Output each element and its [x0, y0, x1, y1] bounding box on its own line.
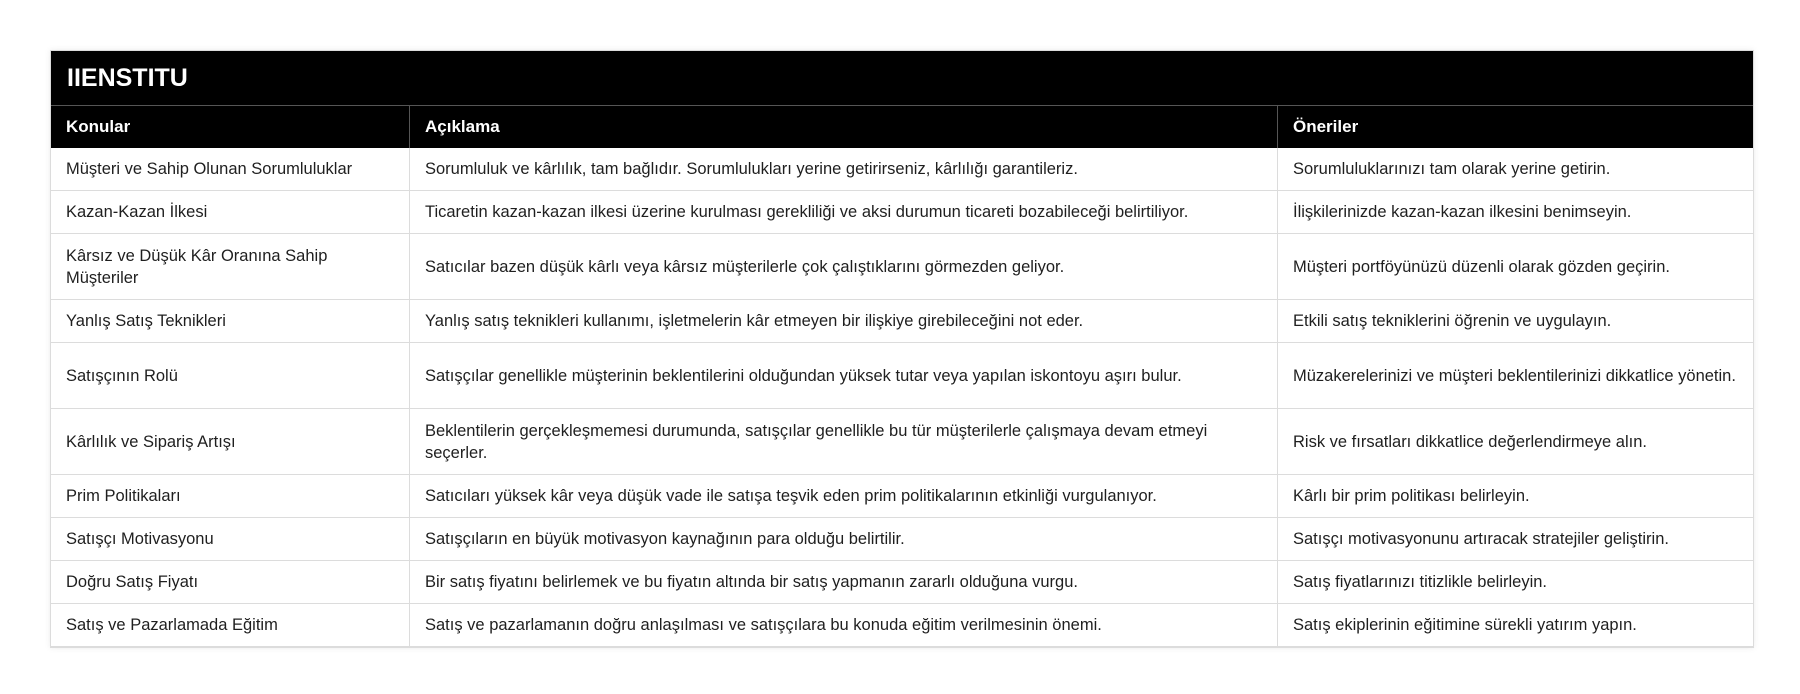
- suggestion-cell: Satış fiyatlarınızı titizlikle belirleyin.: [1278, 561, 1754, 604]
- table-row: [51, 191, 1753, 234]
- description-cell: Satışçıların en büyük motivasyon kaynağının para olduğu belirtilir.: [410, 518, 1278, 561]
- topic-cell: Satış ve Pazarlamada Eğitim: [51, 604, 410, 647]
- description-cell: Beklentilerin gerçekleşmemesi durumunda, satışçılar genellikle bu tür müşterilerle çalışmaya devam etmeyi seçerler.: [410, 409, 1278, 475]
- table-row: [51, 561, 1753, 604]
- column-header-konular: Konular: [51, 106, 410, 148]
- suggestion-cell: Sorumluluklarınızı tam olarak yerine getirin.: [1278, 148, 1754, 191]
- description-cell: Satış ve pazarlamanın doğru anlaşılması ve satışçılara bu konuda eğitim verilmesinin önemi.: [410, 604, 1278, 647]
- topic-cell: Müşteri ve Sahip Olunan Sorumluluklar: [51, 148, 410, 191]
- description-cell: Ticaretin kazan-kazan ilkesi üzerine kurulması gerekliliği ve aksi durumun ticareti bozabileceği belirtiliyor.: [410, 191, 1278, 234]
- table-row: [51, 409, 1753, 475]
- topic-cell: Prim Politikaları: [51, 475, 410, 518]
- suggestion-cell: Risk ve fırsatları dikkatlice değerlendirmeye alın.: [1278, 409, 1754, 475]
- suggestion-cell: Müşteri portföyünüzü düzenli olarak gözden geçirin.: [1278, 234, 1754, 300]
- topic-cell: Kazan-Kazan İlkesi: [51, 191, 410, 234]
- topic-cell: Doğru Satış Fiyatı: [51, 561, 410, 604]
- table-row: [51, 234, 1753, 300]
- column-header-aciklama: Açıklama: [410, 106, 1278, 148]
- suggestion-cell: Kârlı bir prim politikası belirleyin.: [1278, 475, 1754, 518]
- topic-cell: Kârlılık ve Sipariş Artışı: [51, 409, 410, 475]
- description-cell: Yanlış satış teknikleri kullanımı, işletmelerin kâr etmeyen bir ilişkiye girebileceğini not eder.: [410, 300, 1278, 343]
- data-table: [51, 106, 1753, 647]
- table-row: [51, 475, 1753, 518]
- brand-title: IIENSTITU: [51, 51, 1753, 106]
- suggestion-cell: Satış ekiplerinin eğitimine sürekli yatırım yapın.: [1278, 604, 1754, 647]
- topic-cell: Yanlış Satış Teknikleri: [51, 300, 410, 343]
- content-table-card: [50, 50, 1754, 648]
- table-header-row: [51, 106, 1753, 148]
- topic-cell: Satışçının Rolü: [51, 343, 410, 409]
- description-cell: Bir satış fiyatını belirlemek ve bu fiyatın altında bir satış yapmanın zararlı olduğuna vurgu.: [410, 561, 1278, 604]
- description-cell: Satışçılar genellikle müşterinin beklentilerini olduğundan yüksek tutar veya yapılan iskontoyu aşırı bulur.: [410, 343, 1278, 409]
- column-header-oneriler: Öneriler: [1278, 106, 1754, 148]
- topic-cell: Satışçı Motivasyonu: [51, 518, 410, 561]
- topic-cell: Kârsız ve Düşük Kâr Oranına Sahip Müşteriler: [51, 234, 410, 300]
- description-cell: Sorumluluk ve kârlılık, tam bağlıdır. Sorumlulukları yerine getirirseniz, kârlılığı garantileriz.: [410, 148, 1278, 191]
- suggestion-cell: Satışçı motivasyonunu artıracak stratejiler geliştirin.: [1278, 518, 1754, 561]
- suggestion-cell: İlişkilerinizde kazan-kazan ilkesini benimseyin.: [1278, 191, 1754, 234]
- suggestion-cell: Müzakerelerinizi ve müşteri beklentilerinizi dikkatlice yönetin.: [1278, 343, 1754, 409]
- description-cell: Satıcıları yüksek kâr veya düşük vade ile satışa teşvik eden prim politikalarının etkinliği vurgulanıyor.: [410, 475, 1278, 518]
- suggestion-cell: Etkili satış tekniklerini öğrenin ve uygulayın.: [1278, 300, 1754, 343]
- table-row: [51, 518, 1753, 561]
- table-row: [51, 300, 1753, 343]
- table-row: [51, 343, 1753, 409]
- table-row: [51, 148, 1753, 191]
- table-row: [51, 604, 1753, 647]
- description-cell: Satıcılar bazen düşük kârlı veya kârsız müşterilerle çok çalıştıklarını görmezden geliyor.: [410, 234, 1278, 300]
